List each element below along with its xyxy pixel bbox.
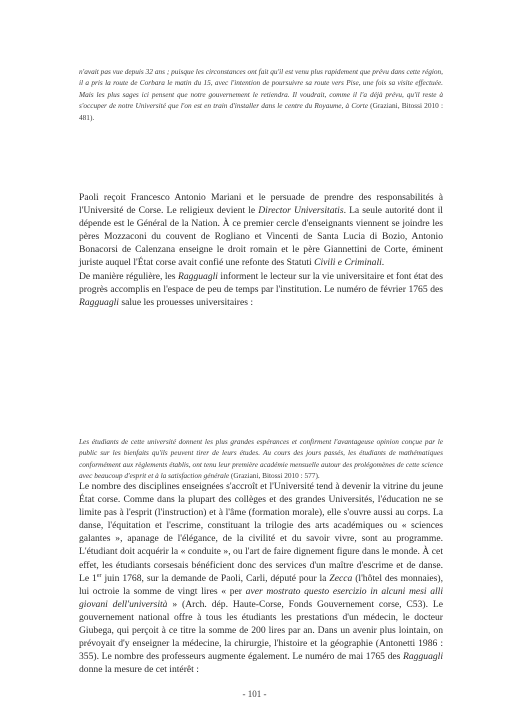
paragraph-university-staff <box>79 191 443 270</box>
body-paragraph-group-2 <box>79 480 443 676</box>
paragraph-1-italic-b: Civili e Criminali <box>314 257 382 269</box>
paragraph-2-text-a: De manière régulière, les <box>79 270 178 282</box>
paragraph-4-text-b: (l'hôtel des monnaies), lui octroie la somme de vingt lires « per <box>79 572 444 597</box>
paragraph-1-text-a: Paoli reçoit Francesco Antonio Mariani et le persuade de prendre des responsabilités à l'Université de Corse. Le religieux devient le <box>79 192 443 217</box>
body-paragraph-group-1 <box>79 191 443 309</box>
quote-1-citation: (Graziani, Bitossi 2010 : 481). <box>79 101 443 122</box>
paragraph-ragguagli <box>79 270 443 309</box>
paragraph-2-italic-a: Ragguagli <box>177 270 218 282</box>
paragraph-2-text-c: salue les prouesses universitaires : <box>118 296 253 308</box>
paragraph-1-text-c: . <box>381 257 385 269</box>
paragraph-4-text-a: juin 1768, sur la demande de Paoli, Carli, député pour la <box>101 572 330 584</box>
quote-2-citation: (Graziani, Bitossi 2010 : 577). <box>229 471 320 481</box>
quote-block-2 <box>79 436 443 482</box>
paragraph-2-text-b: informent le lecteur sur la vie universitaire et font état des progrès accomplis en l'espace de peu de temps par l'institution. Le numéro de février 1765 des <box>79 270 443 295</box>
paragraph-4-text-c: » (Arch. dép. Haute-Corse, Fonds Gouvernement corse, C53). Le gouvernement national offre à tous les étudiants les prestations d'un médecin, le docteur Giubega, qui perçoit à ce titre la somme de 200 lires par an. Dans un avenir plus lointain, on prévoyait d'y enseigner la médecine, la chirurgie, l'histoire et la géographie (Antonetti 1986 : 355). Le nombre des professeurs augmente également. Le numéro de mai 1765 des <box>79 598 444 663</box>
page-number: - 101 - <box>242 689 267 699</box>
paragraph-1-text-b: . La seule autorité dont il dépende est le Général de la Nation. À ce premier cercle d'enseignants viennent se joindre les pères Mozzaconi du couvent de Rogliano et Vincenti de Santa Lucia di Bozio, Antonio Bonacorsi de Calenzana enseigne le droit romain et le père Giannettini de Corte, éminent juriste auquel l'État corse avait confié une refonte des Statuti <box>79 205 443 269</box>
paragraph-4-text-d: donne la mesure de cet intérêt : <box>79 664 199 676</box>
paragraph-2-italic-b: Ragguagli <box>79 296 119 308</box>
paragraph-disciplines <box>79 480 443 676</box>
quote-block-1 <box>79 66 443 123</box>
quote-1-text: n'avait pas vue depuis 32 ans ; puisque les circonstances ont fait qu'il est venu plus rapidement que prévu dans cette région, il a pris la route de Corbara le matin du 15, avec l'intention de poursuivre sa route vers Pise, une fois sa visite effectuée. Mais les plus sages ici pensent que notre gouvernement le retiendra. Il voudrait, comme il l'a déjà prévu, qu'il reste à s'occuper de notre Université que l'on est en train d'installer dans le centre du Royaume, à Corte <box>79 67 443 111</box>
paragraph-4-italic-c: Ragguagli <box>403 651 443 663</box>
superscript-er: er <box>96 572 102 579</box>
paragraph-1-italic-a: Director Universitatis <box>258 205 344 217</box>
quote-2-text: Les étudiants de cette université donnent les plus grandes espérances et confirment l'avantageuse opinion conçue par le public sur les bienfaits qu'ils peuvent tirer de leurs études. Au cours des jours passés, les étudiants de mathématiques conformément aux règlements établis, ont tenu leur première académie mensuelle autour des prolégomènes de cette science avec beaucoup d'esprit et à la satisfaction générale <box>79 437 443 481</box>
paragraph-4-italic-a: Zecca <box>329 572 353 584</box>
paragraph-3-text: Le nombre des disciplines enseignées s'accroît et l'Université tend à devenir la vitrine du jeune État corse. Comme dans la plupart des collèges et des grandes Universités, l'éducation ne se limite pas à l'esprit (l'instruction) et à l'âme (formation morale), elle s'ouvre aussi au corps. La danse, l'équitation et l'escrime, constituant la trilogie des arts académiques ou « sciences galantes », apanage de l'élégance, de la civilité et du savoir vivre, sont au programme. L'étudiant doit acquérir la « conduite », ou l'art de faire dignement figure dans le monde. À cet effet, les étudiants corsesais bénéficient donc des services d'un maître d'escrime et de danse. Le 1 <box>79 481 443 584</box>
paragraph-4-italic-b: aver mostrato questo esercizio in alcuni mesi alli giovani dell'università <box>79 585 443 610</box>
